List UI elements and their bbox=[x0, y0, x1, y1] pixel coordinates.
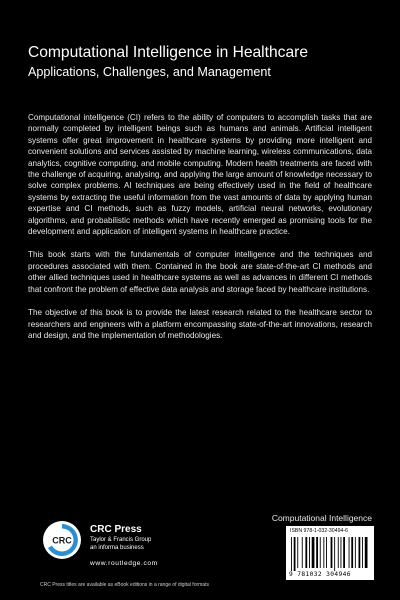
publisher-group: Taylor & Francis Group bbox=[90, 537, 152, 543]
logo-text: CRC bbox=[52, 535, 72, 546]
header bbox=[28, 44, 378, 80]
publisher-url: www.routledge.com bbox=[90, 560, 158, 567]
description bbox=[28, 112, 372, 353]
isbn-label: ISBN 978-1-032-30494-6 bbox=[290, 528, 348, 534]
publisher-text bbox=[90, 524, 151, 552]
ebook-note: CRC Press titles are available as eBook editions in a range of digital formats bbox=[40, 582, 209, 588]
series-name: Computational Intelligence bbox=[271, 513, 372, 523]
barcode-icon bbox=[290, 537, 370, 571]
crc-logo-icon bbox=[42, 520, 82, 560]
paragraph-1: Computational intelligence (CI) refers to the ability of computers to accomplish tasks that are normally completed by intelligent beings such as humans and animals. Artificial intelligent systems offer great improvement in healthcare systems by providing more intelligent and convenient solutions and services assisted by machine learning, wireless communications, data analytics, cognitive computing, and mobile computing. Modern health treatments are faced with the challenge of acquiring, analysing, and applying the large amount of knowledge necessary to solve complex problems. AI techniques are being effectively used in the field of healthcare systems by extracting the useful information from the vast amounts of data by applying human expertise and CI methods, such as fuzzy models, artificial neural networks, evolutionary algorithms, and probabilistic methods which have recently emerged as promising tools for the development and application of intelligent systems in healthcare practice. bbox=[28, 113, 372, 237]
book-subtitle: Applications, Challenges, and Management bbox=[28, 65, 271, 79]
publisher-block bbox=[42, 520, 242, 570]
barcode-block bbox=[286, 526, 374, 580]
book-title: Computational Intelligence in Healthcare bbox=[28, 44, 308, 61]
barcode-number: 9 781032 304946 bbox=[289, 571, 351, 578]
paragraph-3: The objective of this book is to provide the latest research related to the healthcare sector to researchers and engineers with a platform encompassing state-of-the-art innovations, research and design, and the implementation of methodologies. bbox=[28, 308, 372, 340]
publisher-business: an informa business bbox=[90, 545, 144, 551]
paragraph-2: This book starts with the fundamentals of computer intelligence and the techniques and procedures associated with them. Contained in the book are state-of-the-art CI methods and other allied techniques used in healthcare systems as well as advances in different CI methods that confront the problem of effective data analysis and storage faced by healthcare institutions. bbox=[28, 250, 372, 294]
publisher-name: CRC Press bbox=[90, 524, 142, 535]
